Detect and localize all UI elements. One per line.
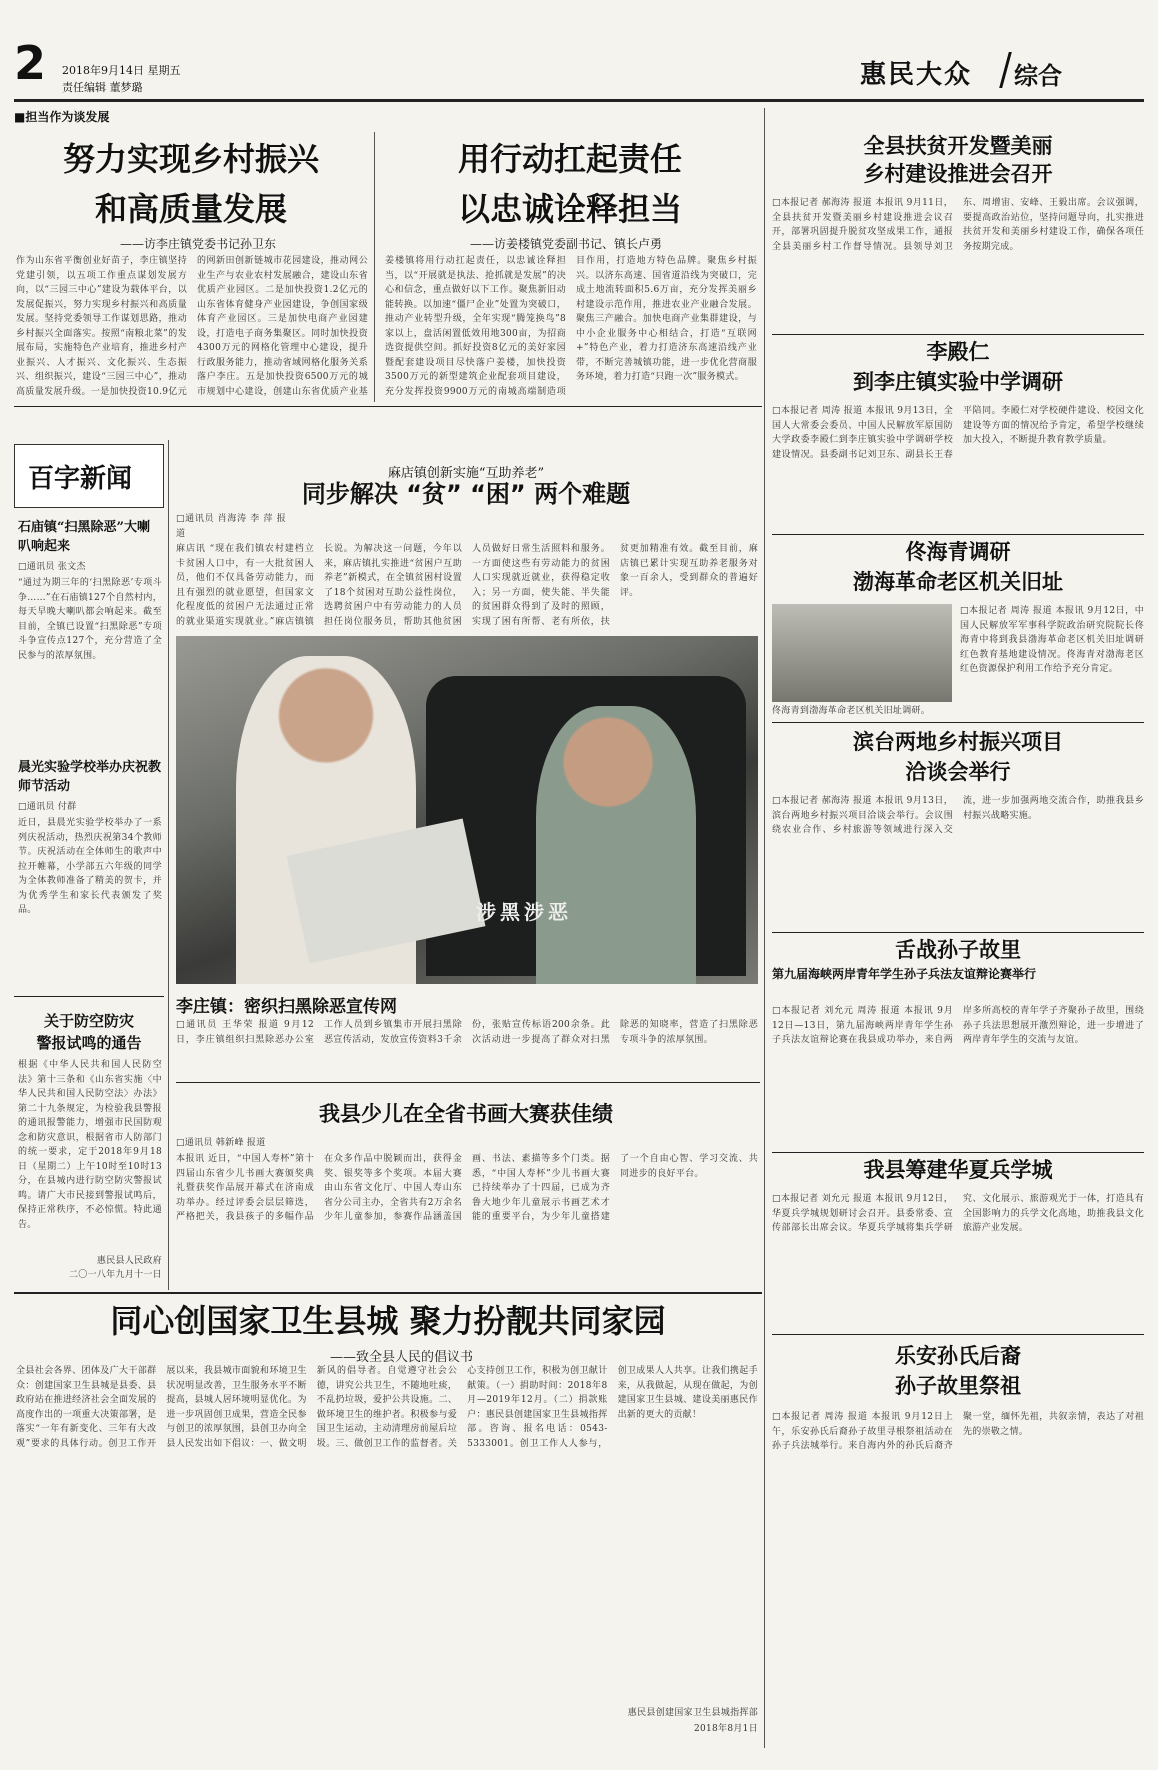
news100-item2-title: 晨光实验学校举办庆祝教师节活动	[18, 760, 162, 794]
section-name: 综合	[1014, 62, 1062, 90]
article1-body: 作为山东省平衡创业好苗子，李庄镇坚持党建引领，以五项工作重点谋划发展方向，以“三园三中心”建设为载体平台，以发展促振兴，努力实现乡村振兴和高质量发展。坚持党委领导工作谋划思路，推动乡村振兴全面落实。按照“南粮北菜”的发展布局，实施特色产业培育，推进乡村产业振兴、人才振兴、文化振兴、生态振兴、组织振兴，建设“三园三中心”，推动高质量发展升级。一是加快投资10.9亿元的网新田创新链城市花园建设，推动网公业生产与农业农村发展融合，建设山东省优质产业园区。二是加快投资1.2亿元的山东省体育健身产业园建设，争创国家级体育产业园区。三是加快电商产业园建设，打造电子商务集聚区。同时加快投资4300万元的网格化管理中心建设，提升行政服务能力，推动省域网格化服务关系落户李庄。五是加快投资6500万元的城市规划中心建设，创建山东省优质产业基	[16, 256, 368, 397]
xiaoqu-kicker: 麻店镇创新实施“互助养老”	[387, 466, 545, 481]
side-rule-6	[772, 1334, 1144, 1335]
photo-caption-body: □通讯员 王华荣 报道 9月12日，李庄镇组织扫黑除恶办公室工作人员到乡镇集市开展扫黑除恶宣传活动，发放宣传资料3千余份，张贴宣传标语200余条。此次活动进一步提高了群众对扫黑除恶的知晓率，营造了扫黑除恶专项斗争的浓厚氛围。	[176, 1020, 758, 1045]
side-a3-photo	[772, 604, 952, 702]
xiaoqu-byline: □通讯员 肖海涛 李 萍 报道	[176, 514, 286, 539]
news100-item1-byline: □通讯员 张文杰	[18, 562, 86, 572]
photo-woman	[536, 706, 696, 984]
notice-signer: 惠民县人民政府	[96, 1256, 162, 1266]
side-rule-3	[772, 722, 1144, 723]
side-a1-title-2: 乡村建设推进会召开	[863, 162, 1053, 186]
side-a5-title: 舌战孙子故里	[895, 938, 1021, 962]
column-tag: ■担当作为谈发展	[14, 110, 110, 124]
rule-under-leads	[14, 406, 762, 407]
photo-stamp: 涉黑涉恶	[476, 900, 572, 924]
side-a7-title-2: 孙子故里祭祖	[895, 1374, 1021, 1398]
side-a3-caption: 佟海青到渤海革命老区机关旧址调研。	[772, 706, 931, 716]
paper-name: 惠民大众	[860, 60, 973, 90]
photo-caption-title: 李庄镇：密织扫黑除恶宣传网	[176, 997, 397, 1017]
article2-title-2: 以忠诚诠释担当	[457, 190, 682, 228]
side-a4-title-2: 洽谈会举行	[905, 760, 1011, 784]
notice-date: 二〇一八年九月十一日	[68, 1270, 162, 1280]
xiaoqu-title: 同步解决 “贫” “困” 两个难题	[301, 480, 631, 508]
article2-subtitle: ——访姜楼镇党委副书记、镇长卢勇	[470, 237, 663, 251]
health-subtitle: ——致全县人民的倡议书	[330, 1350, 474, 1365]
side-a3-title: 佟海青调研	[905, 540, 1011, 564]
side-a6-body: □本报记者 刘允元 报道 本报讯 9月12日，华夏兵学城规划研讨会召开。县委常委、宣传部部长出席会议。华夏兵学城将集兵学研究、文化展示、旅游观光于一体，打造具有全国影响力的兵学文化高地，助推我县文化旅游产业发展。	[772, 1194, 1144, 1233]
health-signer: 惠民县创建国家卫生县城指挥部	[627, 1708, 758, 1718]
article2-body: 姜楼镇将用行动扛起责任，以忠诚诠释担当，以“开展就是执法、抢抓就是发展”的决心和信念，重点做好以下工作。聚焦新旧动能转换。以加速“僵尸企业”处置为突破口，推动产业转型升级，全年实现“腾笼换鸟”8家以上，盘活闲置低效用地300亩，为招商选资提供空间。抓好投资8亿元的美好家园暨配套建设项目尽快落户姜楼，加快投资3500万元的新型建筑企业配套项目建设，充分发挥投资9900万元的南城高端制造项目作用，打造地方特色品牌。聚焦乡村振兴。以济东高速、国省道沿线为突破口，完成土地流转面积5.6万亩，充分发挥美丽乡村建设示范作用，推进农业产业融合发展。聚焦三产融合。加快电商产业集群建设，与中小企业服务中心相结合，打造“互联网+”特色产业，着力打造济东高速沿线产业带，不断完善城镇功能，进一步优化营商服务环境，着力打造“只跑一次”服务模式。	[385, 256, 757, 397]
side-a2-body: □本报记者 周涛 报道 本报讯 9月13日，全国人大常委会委员、中国人民解放军原国防大学政委李殿仁到李庄镇实验中学调研学校建设情况。县委副书记刘卫东、副县长王春平陪同。李殿仁对学校硬件建设、校园文化建设等方面的情况给予肯定，希望学校继续加大投入，不断提升教育教学质量。	[772, 406, 1144, 460]
notice-title: 关于防空防灾	[43, 1012, 134, 1030]
side-a5-body: □本报记者 刘允元 周涛 报道 本报讯 9月12日—13日，第九届海峡两岸青年学生孙子兵法友谊辩论赛在我县成功举办，来自两岸多所高校的青年学子齐聚孙子故里，围绕孙子兵法思想展开激烈辩论，进一步增进了两岸青年学生的交流与友谊。	[772, 1006, 1144, 1045]
side-a6-title: 我县筹建华夏兵学城	[863, 1158, 1053, 1182]
art-byline: □通讯员 韩新峰 报道	[176, 1138, 266, 1148]
col-divider	[374, 132, 375, 402]
health-date: 2018年8月1日	[693, 1724, 758, 1734]
art-body: 本报讯 近日，“中国人寿杯”第十四届山东省少儿书画大赛颁奖典礼暨获奖作品展开幕式在济南成功举办。经过评委会层层筛选，严格把关，我县孩子的多幅作品在众多作品中脱颖而出，获得金奖、银奖等多个奖项。本届大赛由山东省文化厅、中国人寿山东省分公司主办，全省共有2万余名少年儿童参加，参赛作品涵盖国画、书法、素描等多个门类。据悉，“中国人寿杯”少儿书画大赛已持续举办了十四届，已成为齐鲁大地少年儿童展示书画艺术才能的重要平台，为少年儿童搭建了一个自由心智、学习交流、共同进步的良好平台。	[176, 1154, 758, 1222]
article1-title: 努力实现乡村振兴	[62, 140, 319, 178]
left-col-divider	[168, 440, 169, 1290]
header-rule	[14, 99, 1144, 102]
side-a4-body: □本报记者 郝海涛 报道 本报讯 9月13日，滨台两地乡村振兴项目洽谈会举行。会议围绕农业合作、乡村旅游等领域进行深入交流，进一步加强两地交流合作，助推我县乡村振兴战略实施。	[772, 796, 1144, 835]
health-body: 全县社会各界、团体及广大干部群众：创建国家卫生县城是县委、县政府站在推进经济社会全面发展的高度作出的一项重大决策部署，是落实“一年有新变化、三年有大改观”要求的具体行动。创卫工作开展以来，我县城市面貌和环境卫生状况明显改善，卫生服务水平不断提高，县城人居环境明显优化。为进一步巩固创卫成果，营造全民参与创卫的浓厚氛围，县创卫办向全县人民发出如下倡议：一、做文明新风的倡导者。自觉遵守社会公德，讲究公共卫生，不随地吐痰，不乱扔垃圾，爱护公共设施。二、做环境卫生的维护者。积极参与爱国卫生运动，主动清理房前屋后垃圾。三、做创卫工作的监督者。关心支持创卫工作，积极为创卫献计献策。（一）捐助时间：2018年8月—2019年12月。（二）捐款账户：惠民县创建国家卫生县城指挥部。咨询、报名电话：0543-5333001。创卫工作人人参与，创卫成果人人共享。让我们携起手来，从我做起，从现在做起，为创建国家卫生县城、建设美丽惠民作出新的更大的贡献！	[16, 1366, 758, 1449]
notice-title-2: 警报试鸣的通告	[36, 1034, 142, 1052]
page-editor: 责任编辑 董梦璐	[62, 81, 143, 94]
notice-top-rule	[14, 996, 164, 997]
article1-subtitle: ——访李庄镇党委书记孙卫东	[120, 237, 277, 251]
news100-brand: 百字新闻	[28, 464, 133, 494]
news100-item1-title: 石庙镇“扫黑除恶”大喇叭响起来	[18, 520, 150, 554]
art-title: 我县少儿在全省书画大赛获佳绩	[319, 1102, 613, 1126]
side-a3-body: □本报记者 周涛 报道 本报讯 9月12日，中国人民解放军军事科学院政治研究院院长佟海青中将到我县渤海革命老区机关旧址调研红色教育基地建设情况。佟海青对渤海老区红色资源保护利用工作给予充分肯定。	[960, 606, 1144, 674]
xiaoqu-body: 麻店讯 “现在我们镇农村建档立卡贫困人口中，有一大批贫困人员，他们不仅具备劳动能力，而且有强烈的就业愿望，但国家文化程度低的贫困户无法通过正常的就业渠道实现就业。”麻店镇镇长说。为解决这一问题，今年以来，麻店镇扎实推进“贫困户互助养老”新模式，在全镇贫困村设置了18个贫困对互助公益性岗位，选聘贫困户中有劳动能力的人员担任岗位服务员，帮助其他贫困人员做好日常生活照料和服务。一方面使这些有劳动能力的贫困人口实现就近就业，获得稳定收入；另一方面，使失能、半失能的贫困群众得到了及时的照顾，实现了困有所帮、老有所依，扶贫更加精准有效。截至目前，麻店镇已累计实现互助养老服务对象一百余人，受到群众的普遍好评。	[176, 544, 758, 627]
rule-above-health	[14, 1292, 762, 1294]
side-a3-title-2: 渤海革命老区机关旧址	[853, 570, 1063, 594]
side-a5-subtitle: 第九届海峡两岸青年学生孙子兵法友谊辩论赛举行	[772, 967, 1037, 981]
news100-item2-body: 近日，县晨光实验学校举办了一系列庆祝活动，热烈庆祝第34个教师节。庆祝活动在全体师生的歌声中拉开帷幕，小学部五六年级的同学为全体教师准备了精美的贺卡，并为优秀学生和家长代表颁发了奖品。	[18, 818, 162, 915]
side-rule-1	[772, 334, 1144, 335]
side-a2-title: 李殿仁	[926, 340, 990, 364]
issue-date: 2018年9月14日 星期五	[62, 64, 181, 77]
page-number: 2	[14, 36, 47, 90]
right-divider	[764, 108, 765, 1748]
side-a2-title-2: 到李庄镇实验中学调研	[853, 370, 1063, 394]
side-a4-title: 滨台两地乡村振兴项目	[853, 730, 1063, 754]
news100-item2-byline: □通讯员 付群	[18, 802, 77, 812]
article2-title: 用行动扛起责任	[457, 140, 682, 178]
news-photo	[176, 636, 758, 984]
rule-under-photo	[176, 1082, 760, 1083]
divider-slash	[999, 52, 1012, 88]
side-a7-body: □本报记者 周涛 报道 本报讯 9月12日上午，乐安孙氏后裔孙子故里寻根祭祖活动在孙子兵法城举行。来自海内外的孙氏后裔齐聚一堂，缅怀先祖，共叙亲情，表达了对祖先的崇敬之情。	[772, 1412, 1144, 1451]
side-a7-title: 乐安孙氏后裔	[895, 1344, 1021, 1368]
notice-body: 根据《中华人民共和国人民防空法》第十三条和《山东省实施〈中华人民共和国人民防空法〉办法》第二十九条规定，为检验我县警报的通讯报警能力，增强市民国防观念和防灾意识，根据省市人防部门的统一要求，定于2018年9月18日（星期二）上午10时至10时13分，在县城内进行防空防灾警报试鸣。请广大市民接到警报试鸣后，保持正常秩序，不必惊慌。特此通告。	[18, 1060, 162, 1230]
side-a1-title: 全县扶贫开发暨美丽	[863, 134, 1053, 158]
article1-title-2: 和高质量发展	[94, 190, 287, 228]
side-rule-5	[772, 1152, 1144, 1153]
side-a1-body: □本报记者 郝海涛 报道 本报讯 9月11日，全县扶贫开发暨美丽乡村建设推进会议召开，部署巩固提升脱贫攻坚成果工作，通报全县美丽乡村工作督导情况。县领导刘卫东、周增宙、安峰、王毅出席。会议强调，要提高政治站位，坚持问题导向，扎实推进扶贫开发和美丽乡村建设工作，确保各项任务按期完成。	[772, 198, 1144, 252]
side-rule-2	[772, 534, 1144, 535]
side-rule-4	[772, 932, 1144, 933]
news100-item1-body: “通过为期三年的‘扫黑除恶’专项斗争……”在石庙镇127个自然村内，每天早晚大喇叭都会响起来。截至目前，全镇已设置“扫黑除恶”专项斗争宣传点127个，充分营造了全民参与的浓厚氛围。	[18, 578, 162, 661]
health-title: 同心创国家卫生县城 聚力扮靓共同家园	[110, 1302, 666, 1340]
